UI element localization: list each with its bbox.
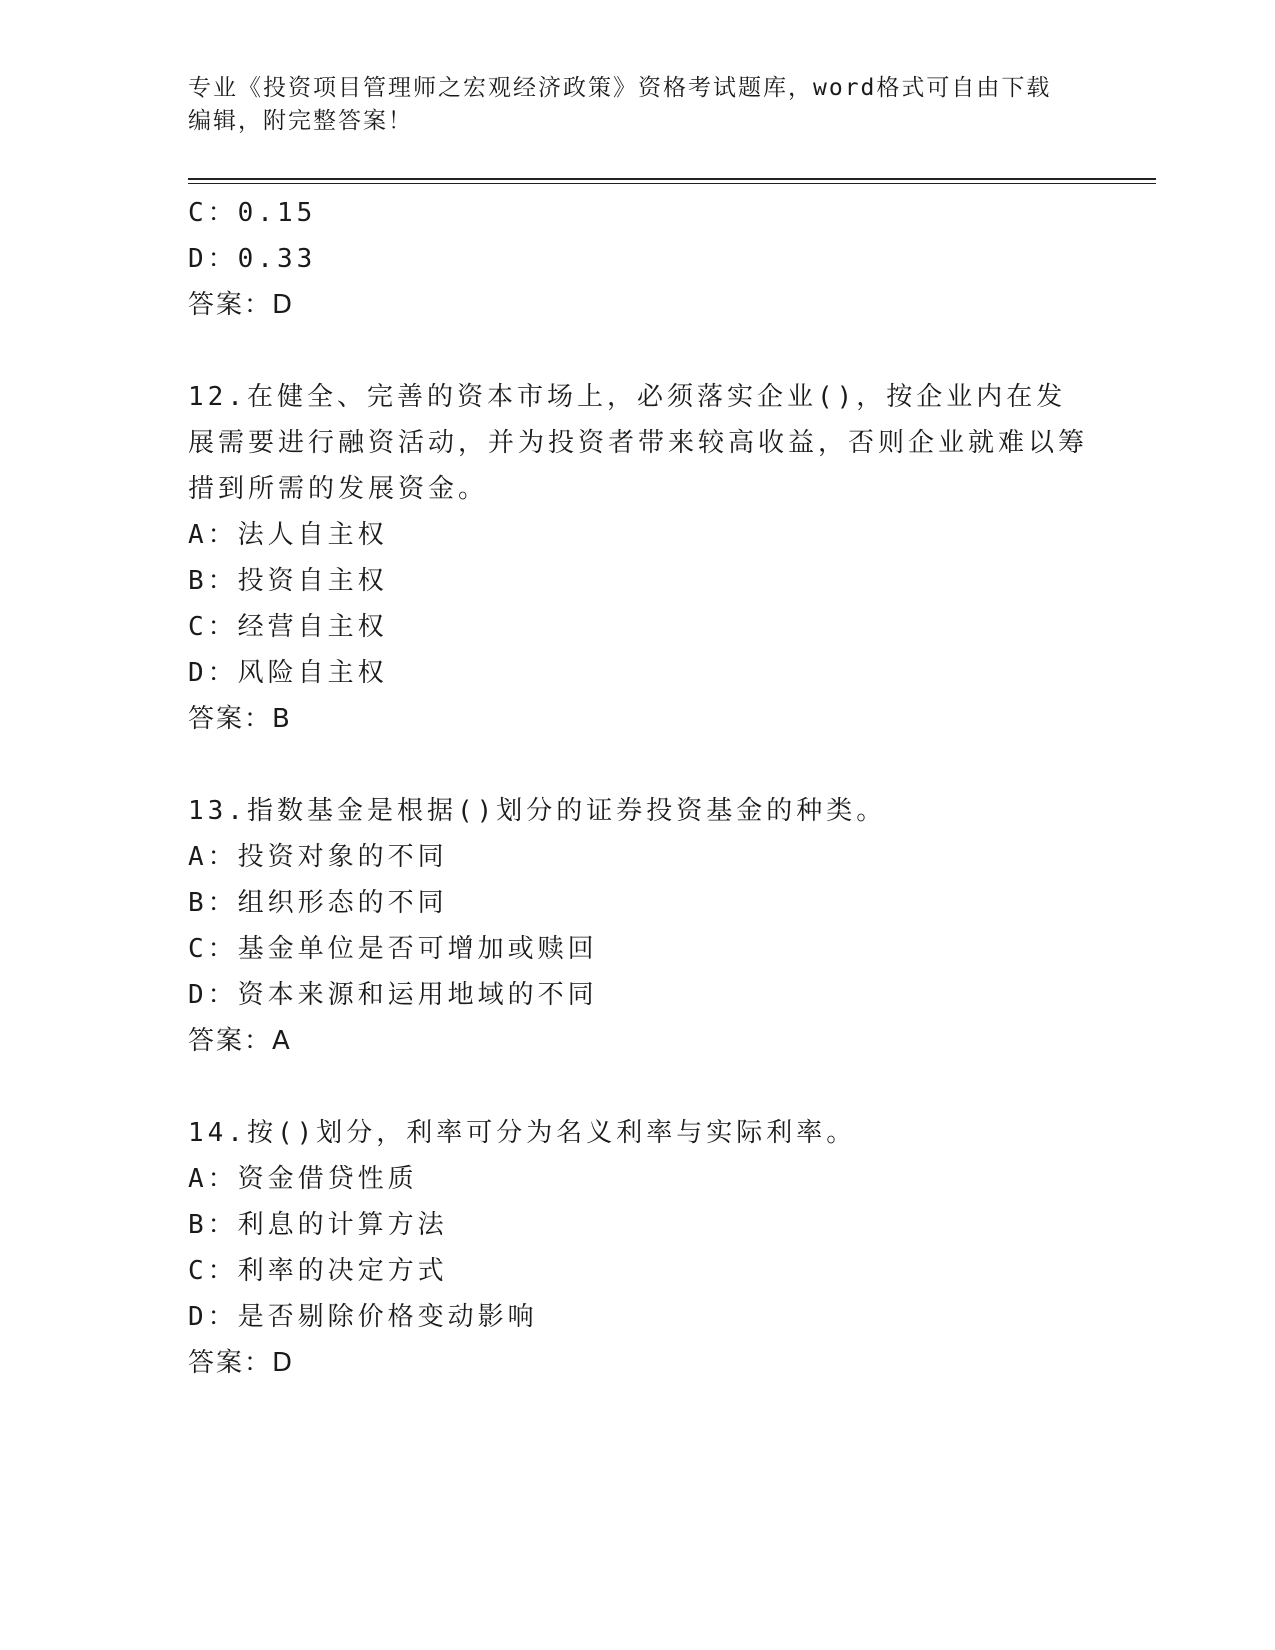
answer-line: 答案：B	[188, 704, 292, 734]
question-13	[188, 788, 1088, 1064]
answer-line: 答案：A	[188, 1026, 292, 1056]
option-c: C：经营自主权	[188, 612, 388, 642]
spacer	[188, 742, 1088, 788]
header-divider-thin	[188, 183, 1156, 184]
option-b: B：投资自主权	[188, 566, 388, 596]
question-fragment	[188, 190, 1088, 328]
option-d: D：资本来源和运用地域的不同	[188, 980, 598, 1010]
option-a: A：法人自主权	[188, 520, 388, 550]
question-14	[188, 1110, 1088, 1386]
question-stem: 12.在健全、完善的资本市场上，必须落实企业()，按企业内在发展需要进行融资活动，并为投资者带来较高收益，否则企业就难以筹措到所需的发展资金。	[188, 382, 1089, 504]
option-c: C：基金单位是否可增加或赎回	[188, 934, 598, 964]
option-c: C：利率的决定方式	[188, 1256, 448, 1286]
option-c: C：0.15	[188, 198, 317, 228]
option-b: B：利息的计算方法	[188, 1210, 448, 1240]
option-a: A：投资对象的不同	[188, 842, 448, 872]
page-header: 专业《投资项目管理师之宏观经济政策》资格考试题库，word格式可自由下载编辑，附完整答案！	[188, 75, 1052, 134]
answer-line: 答案：D	[188, 1348, 295, 1378]
question-12	[188, 374, 1088, 742]
spacer	[188, 328, 1088, 374]
question-stem: 13.指数基金是根据()划分的证券投资基金的种类。	[188, 796, 887, 826]
header-divider	[188, 178, 1156, 180]
answer-line: 答案：D	[188, 290, 295, 320]
question-stem: 14.按()划分，利率可分为名义利率与实际利率。	[188, 1118, 857, 1148]
option-d: D：是否剔除价格变动影响	[188, 1302, 538, 1332]
option-b: B：组织形态的不同	[188, 888, 448, 918]
option-d: D：0.33	[188, 244, 317, 274]
option-d: D：风险自主权	[188, 658, 388, 688]
spacer	[188, 1064, 1088, 1110]
option-a: A：资金借贷性质	[188, 1164, 418, 1194]
question-content	[188, 190, 1088, 1386]
